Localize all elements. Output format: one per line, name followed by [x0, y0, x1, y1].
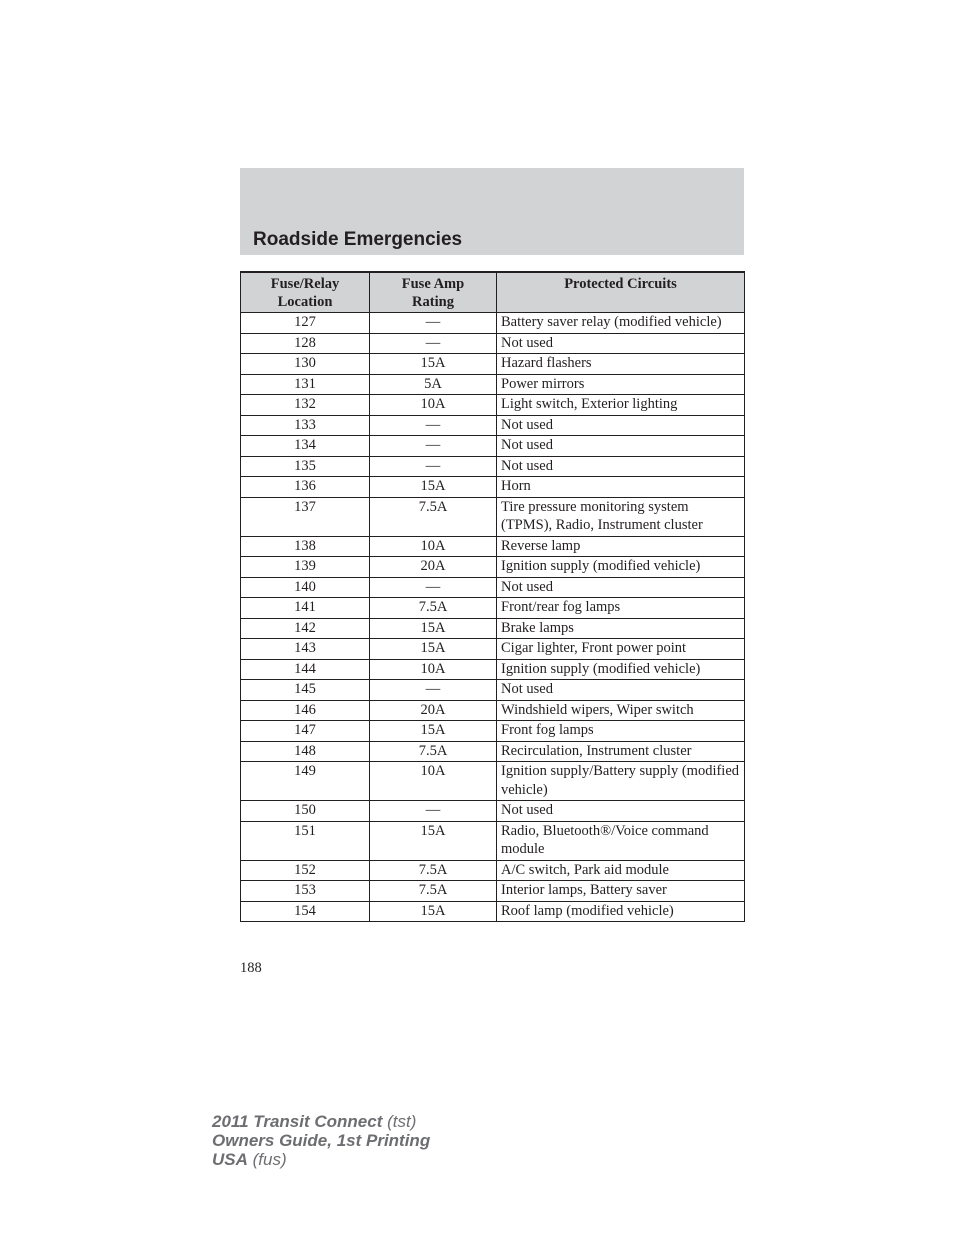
fuse-rating-cell: 5A: [370, 374, 497, 395]
column-header-rating-text: Fuse Amp Rating: [401, 276, 465, 310]
column-header-location-text: Fuse/Relay Location: [270, 276, 340, 310]
fuse-location-cell: 131: [241, 374, 370, 395]
table-row: [241, 536, 745, 557]
footer-market-code: (fus): [247, 1150, 287, 1169]
fuse-rating-cell: 15A: [370, 721, 497, 742]
column-header-circuits: [497, 272, 745, 313]
protected-circuits-cell: Tire pressure monitoring system (TPMS), Radio, Instrument cluster: [497, 497, 745, 536]
protected-circuits-cell: Not used: [497, 801, 745, 822]
fuse-location-cell: 133: [241, 415, 370, 436]
footer-line-2: [212, 1131, 430, 1150]
fuse-location-cell: 132: [241, 395, 370, 416]
fuse-rating-cell: —: [370, 456, 497, 477]
fuse-location-cell: 135: [241, 456, 370, 477]
fuse-location-cell: 139: [241, 557, 370, 578]
protected-circuits-cell: Not used: [497, 436, 745, 457]
fuse-rating-cell: —: [370, 333, 497, 354]
column-header-location: [241, 272, 370, 313]
protected-circuits-cell: Not used: [497, 680, 745, 701]
protected-circuits-cell: Cigar lighter, Front power point: [497, 639, 745, 660]
fuse-rating-cell: —: [370, 436, 497, 457]
fuse-location-cell: 141: [241, 598, 370, 619]
protected-circuits-cell: Radio, Bluetooth®/Voice command module: [497, 821, 745, 860]
footer-market: USA: [212, 1150, 248, 1169]
protected-circuits-cell: Front/rear fog lamps: [497, 598, 745, 619]
fuse-rating-cell: —: [370, 415, 497, 436]
fuse-rating-cell: 20A: [370, 700, 497, 721]
table-row: [241, 395, 745, 416]
table-row: [241, 577, 745, 598]
protected-circuits-cell: Windshield wipers, Wiper switch: [497, 700, 745, 721]
protected-circuits-cell: Horn: [497, 477, 745, 498]
fuse-rating-cell: 15A: [370, 821, 497, 860]
table-row: [241, 700, 745, 721]
protected-circuits-cell: Ignition supply (modified vehicle): [497, 557, 745, 578]
table-row: [241, 477, 745, 498]
table-row: [241, 680, 745, 701]
protected-circuits-cell: Not used: [497, 577, 745, 598]
footer-model-code: (tst): [382, 1112, 417, 1131]
footer-model: 2011 Transit Connect: [212, 1112, 383, 1131]
table-row: [241, 456, 745, 477]
protected-circuits-cell: Not used: [497, 415, 745, 436]
section-title: Roadside Emergencies: [253, 229, 463, 250]
protected-circuits-cell: Not used: [497, 456, 745, 477]
table-row: [241, 639, 745, 660]
protected-circuits-cell: Reverse lamp: [497, 536, 745, 557]
protected-circuits-cell: Recirculation, Instrument cluster: [497, 741, 745, 762]
protected-circuits-cell: Front fog lamps: [497, 721, 745, 742]
fuse-location-cell: 154: [241, 901, 370, 922]
fuse-location-cell: 144: [241, 659, 370, 680]
fuse-location-cell: 149: [241, 762, 370, 801]
fuse-location-cell: 136: [241, 477, 370, 498]
table-row: [241, 497, 745, 536]
protected-circuits-cell: Brake lamps: [497, 618, 745, 639]
protected-circuits-cell: Power mirrors: [497, 374, 745, 395]
fuse-rating-cell: —: [370, 577, 497, 598]
fuse-table-body: [241, 313, 745, 922]
fuse-location-cell: 134: [241, 436, 370, 457]
fuse-rating-cell: 20A: [370, 557, 497, 578]
fuse-table: [240, 271, 745, 922]
fuse-rating-cell: 10A: [370, 395, 497, 416]
fuse-rating-cell: 15A: [370, 901, 497, 922]
fuse-rating-cell: 15A: [370, 477, 497, 498]
table-row: [241, 881, 745, 902]
footer-line-1: [212, 1112, 430, 1131]
fuse-location-cell: 130: [241, 354, 370, 375]
fuse-rating-cell: 7.5A: [370, 860, 497, 881]
fuse-location-cell: 142: [241, 618, 370, 639]
column-header-rating: [370, 272, 497, 313]
fuse-rating-cell: 7.5A: [370, 598, 497, 619]
fuse-location-cell: 145: [241, 680, 370, 701]
table-row: [241, 741, 745, 762]
table-row: [241, 333, 745, 354]
page-number: 188: [240, 960, 262, 976]
fuse-rating-cell: 7.5A: [370, 741, 497, 762]
fuse-rating-cell: 15A: [370, 354, 497, 375]
table-row: [241, 557, 745, 578]
protected-circuits-cell: Battery saver relay (modified vehicle): [497, 313, 745, 334]
fuse-location-cell: 137: [241, 497, 370, 536]
fuse-location-cell: 127: [241, 313, 370, 334]
fuse-rating-cell: 15A: [370, 639, 497, 660]
protected-circuits-cell: Not used: [497, 333, 745, 354]
table-row: [241, 721, 745, 742]
fuse-location-cell: 128: [241, 333, 370, 354]
footer-edition: Owners Guide, 1st Printing: [212, 1131, 431, 1150]
fuse-location-cell: 150: [241, 801, 370, 822]
fuse-rating-cell: 7.5A: [370, 497, 497, 536]
table-row: [241, 901, 745, 922]
protected-circuits-cell: A/C switch, Park aid module: [497, 860, 745, 881]
fuse-rating-cell: —: [370, 313, 497, 334]
column-header-circuits-text: Protected Circuits: [564, 276, 677, 292]
fuse-rating-cell: 10A: [370, 659, 497, 680]
protected-circuits-cell: Ignition supply (modified vehicle): [497, 659, 745, 680]
document-footer: [212, 1112, 430, 1169]
fuse-location-cell: 143: [241, 639, 370, 660]
fuse-location-cell: 151: [241, 821, 370, 860]
table-row: [241, 415, 745, 436]
fuse-location-cell: 153: [241, 881, 370, 902]
protected-circuits-cell: Roof lamp (modified vehicle): [497, 901, 745, 922]
protected-circuits-cell: Interior lamps, Battery saver: [497, 881, 745, 902]
fuse-rating-cell: 10A: [370, 536, 497, 557]
fuse-location-cell: 147: [241, 721, 370, 742]
protected-circuits-cell: Ignition supply/Battery supply (modified vehicle): [497, 762, 745, 801]
table-row: [241, 354, 745, 375]
fuse-rating-cell: 7.5A: [370, 881, 497, 902]
fuse-rating-cell: —: [370, 801, 497, 822]
table-row: [241, 313, 745, 334]
table-row: [241, 762, 745, 801]
fuse-location-cell: 148: [241, 741, 370, 762]
table-row: [241, 598, 745, 619]
table-row: [241, 801, 745, 822]
fuse-location-cell: 138: [241, 536, 370, 557]
table-row: [241, 860, 745, 881]
fuse-rating-cell: 15A: [370, 618, 497, 639]
table-row: [241, 374, 745, 395]
section-header-band: [240, 168, 744, 255]
fuse-location-cell: 140: [241, 577, 370, 598]
table-row: [241, 821, 745, 860]
protected-circuits-cell: Light switch, Exterior lighting: [497, 395, 745, 416]
fuse-location-cell: 146: [241, 700, 370, 721]
fuse-rating-cell: —: [370, 680, 497, 701]
fuse-rating-cell: 10A: [370, 762, 497, 801]
protected-circuits-cell: Hazard flashers: [497, 354, 745, 375]
table-row: [241, 659, 745, 680]
table-row: [241, 436, 745, 457]
fuse-location-cell: 152: [241, 860, 370, 881]
table-header-row: [241, 272, 745, 313]
table-row: [241, 618, 745, 639]
footer-line-3: [212, 1150, 430, 1169]
